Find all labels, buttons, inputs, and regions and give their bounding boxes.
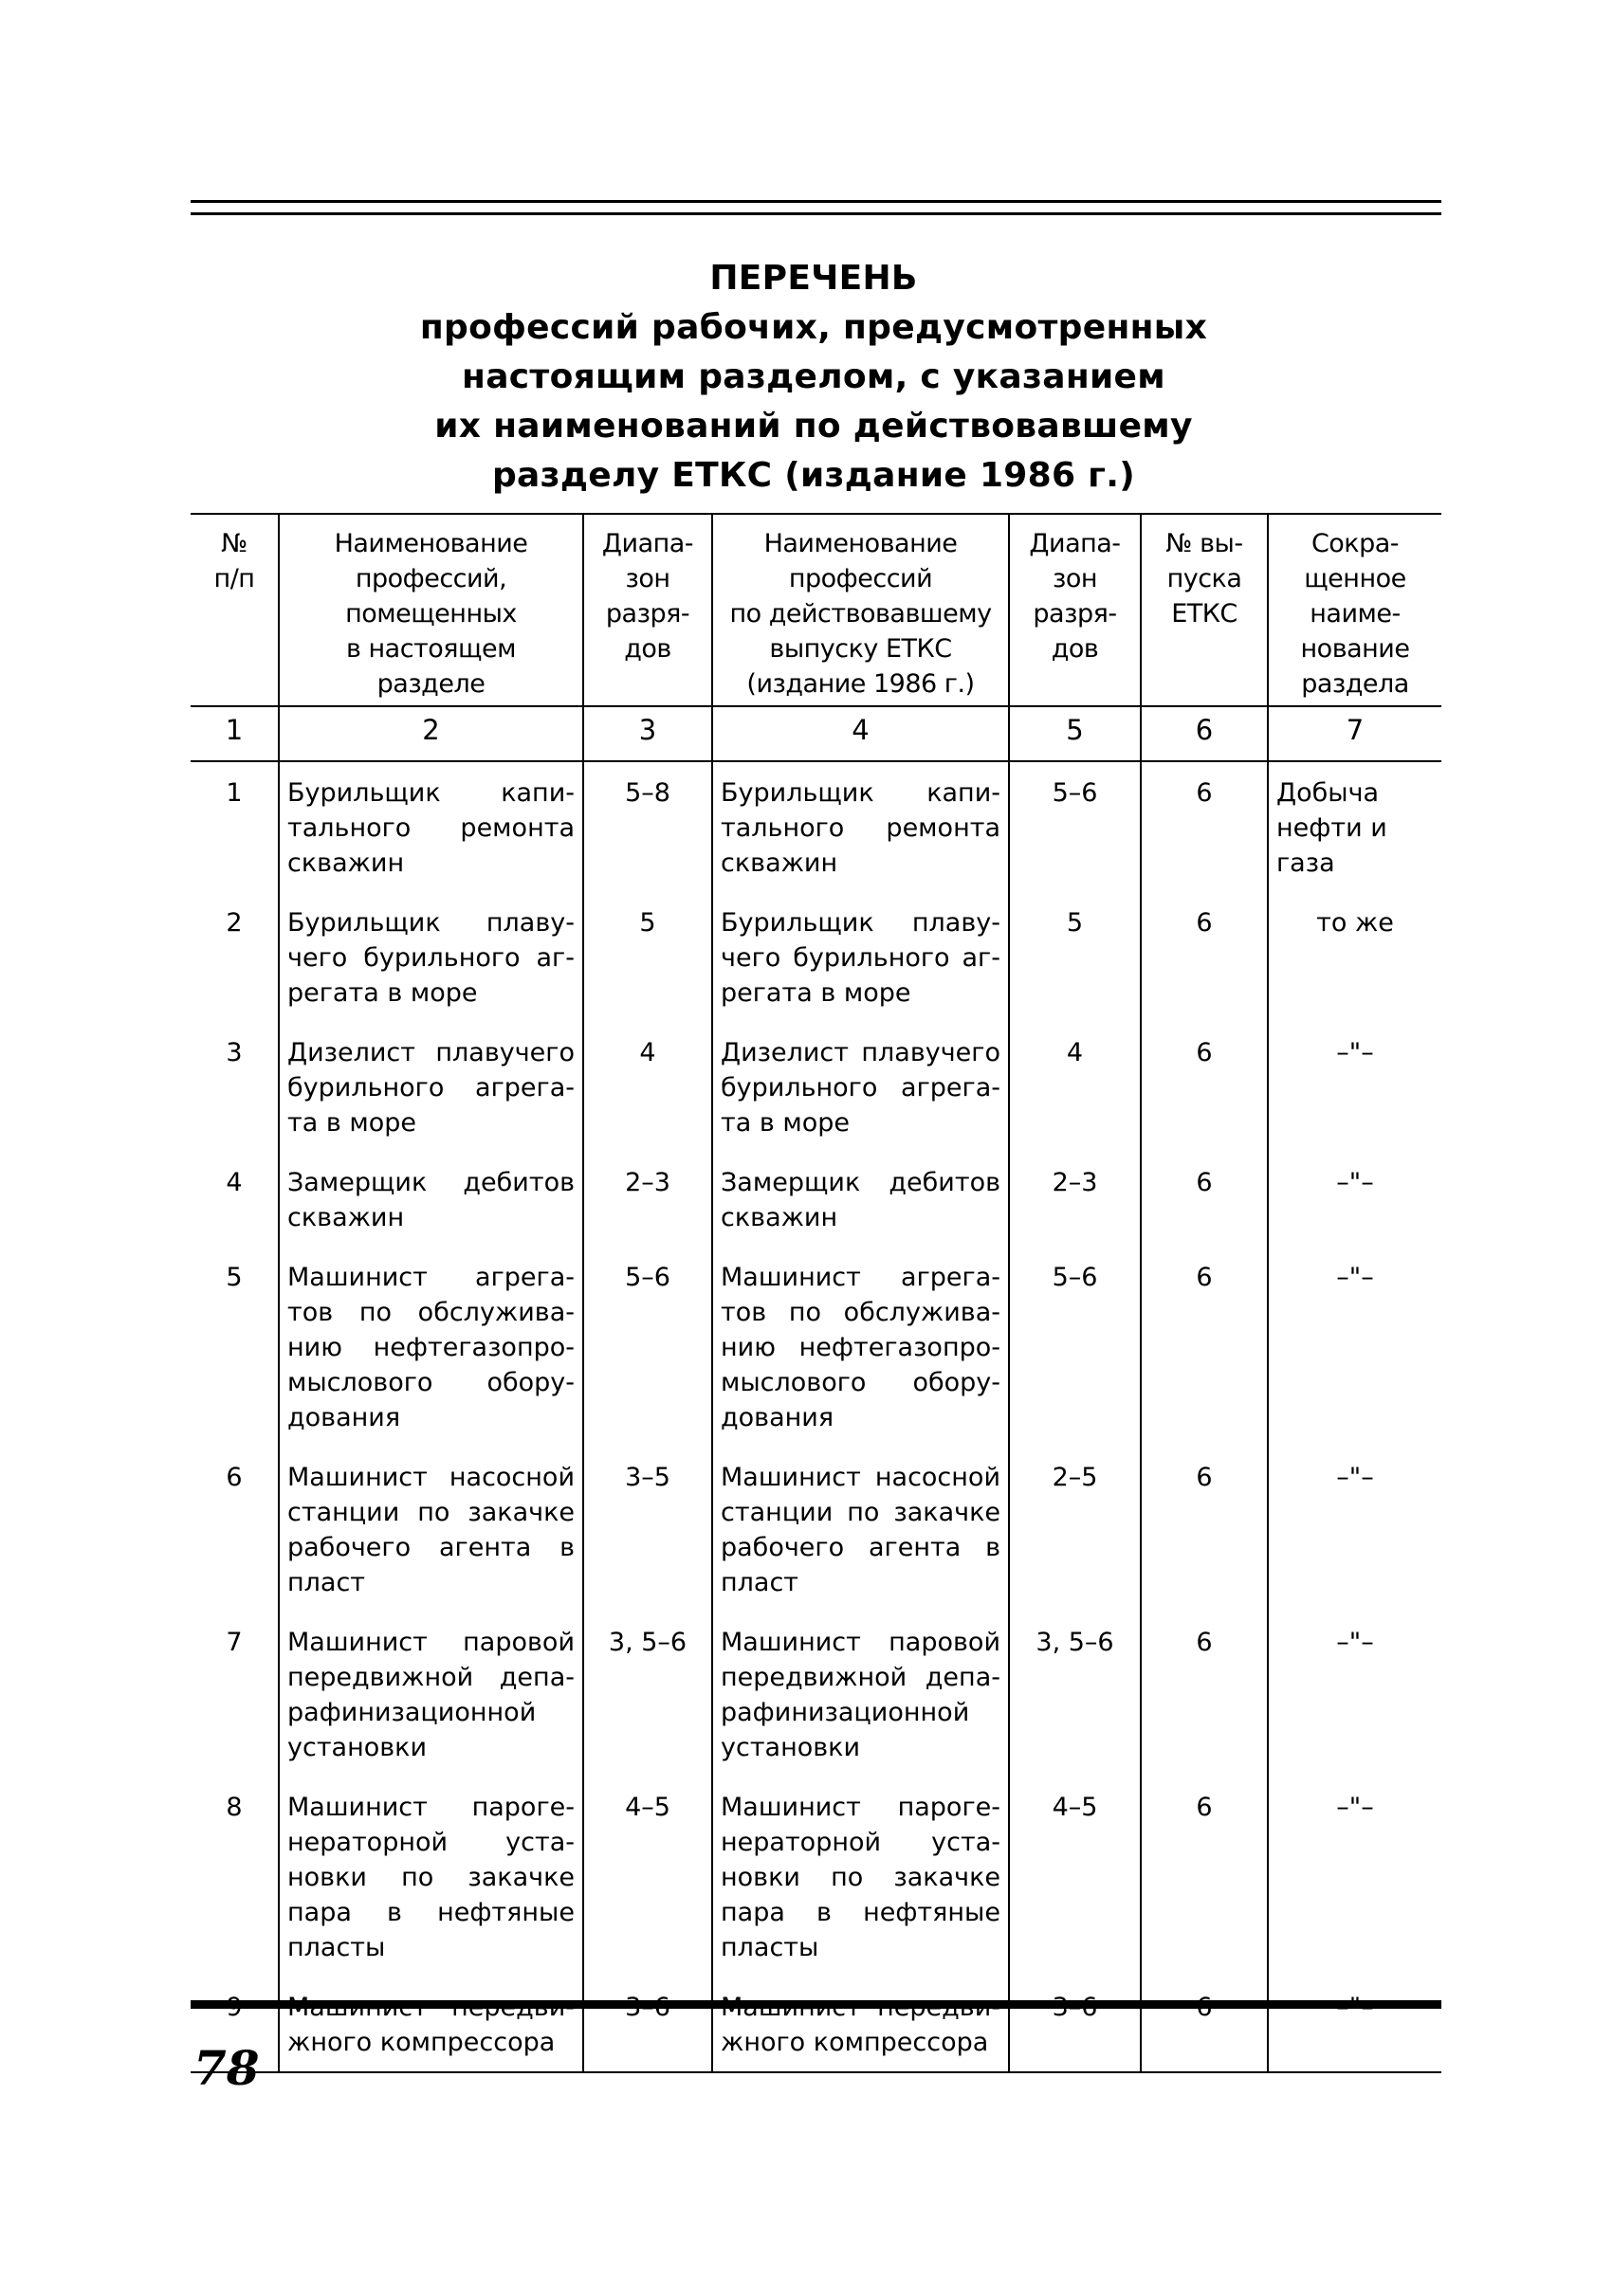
cell-line: жного компрессора	[287, 2028, 556, 2057]
profession-name	[279, 1447, 583, 1612]
cell-line: бурильного агрега-	[287, 1073, 575, 1102]
cell-line: Машинист паровой	[287, 1628, 575, 1657]
header-line: профессий,	[355, 564, 507, 593]
cell-line: Бурильщик плаву-	[287, 908, 575, 938]
old-profession-name	[712, 1447, 1009, 1612]
cell-line: нию нефтегазопро-	[721, 1333, 1000, 1362]
profession-name	[279, 1612, 583, 1777]
header-line: зон	[625, 564, 670, 593]
cell-line: регата в море	[721, 978, 911, 1008]
header-line: по действовавшему	[729, 599, 992, 629]
header-line: (издание 1986 г.)	[746, 669, 975, 699]
title-line: разделу ЕТКС (издание 1986 г.)	[491, 456, 1136, 495]
cell-line: рабочего агента в	[721, 1533, 1000, 1562]
header-line: Наименование	[763, 529, 958, 558]
cell-line: пара в нефтяные	[287, 1898, 575, 1927]
column-numbers-row	[191, 706, 1441, 761]
cell-line: скважин	[287, 1203, 405, 1232]
table-row	[191, 1612, 1441, 1777]
old-profession-name	[712, 1247, 1009, 1447]
grade-range: 2–3	[583, 1152, 712, 1247]
cell-line: та в море	[721, 1108, 850, 1138]
cell-line: нию нефтегазопро-	[287, 1333, 575, 1362]
cell-line: Машинист агрега-	[287, 1263, 575, 1292]
cell-line: пласты	[721, 1933, 819, 1962]
header-cell	[583, 514, 712, 706]
old-grade-range: 5–6	[1009, 761, 1141, 892]
cell-line: Дизелист плавучего	[287, 1038, 575, 1067]
cell-line: бурильного агрега-	[721, 1073, 1000, 1102]
table-row	[191, 892, 1441, 1022]
row-number: 1	[226, 778, 243, 808]
old-grade-range: 4–5	[1009, 1777, 1141, 1977]
column-number: 3	[583, 706, 712, 761]
cell-line: чего бурильного аг-	[721, 943, 1000, 973]
grade-range: 3–5	[583, 1447, 712, 1612]
header-row	[191, 514, 1441, 706]
cell-line: Машинист паровой	[721, 1628, 1000, 1657]
cell-line: чего бурильного аг-	[287, 943, 575, 973]
cell-line: Машинист пароге-	[287, 1793, 575, 1822]
old-profession-name	[712, 1152, 1009, 1247]
cell-line: дования	[721, 1403, 834, 1432]
top-rule-2	[191, 212, 1441, 215]
cell-line: тов по обслужива-	[721, 1298, 1000, 1327]
cell-line: установки	[721, 1733, 861, 1762]
header-line: дов	[624, 634, 671, 664]
row-number: 4	[226, 1168, 243, 1197]
cell-line: скважин	[721, 1203, 838, 1232]
cell-line: станции по закачке	[287, 1498, 575, 1527]
old-profession-name	[712, 761, 1009, 892]
cell-line: дования	[287, 1403, 401, 1432]
section-name	[1268, 1977, 1441, 2072]
cell-line: –"–	[1336, 1628, 1374, 1657]
header-line: выпуску ЕТКС	[769, 634, 952, 664]
cell-line: тального ремонта	[721, 813, 1000, 843]
profession-name	[279, 1152, 583, 1247]
row-number: 7	[226, 1628, 243, 1657]
cell-line: пласты	[287, 1933, 386, 1962]
old-grade-range: 5–6	[1009, 1247, 1141, 1447]
cell-line: Бурильщик плаву-	[721, 908, 1000, 938]
section-name	[1268, 1247, 1441, 1447]
page-number: 78	[193, 2040, 260, 2096]
cell-line: мыслового обору-	[721, 1368, 1000, 1397]
header-line: зон	[1052, 564, 1098, 593]
header-line: п/п	[213, 564, 255, 593]
grade-range: 5–8	[583, 761, 712, 892]
etks-issue: 6	[1141, 1152, 1268, 1247]
profession-name	[279, 1022, 583, 1152]
cell-line: Добыча	[1276, 778, 1380, 808]
old-profession-name	[712, 892, 1009, 1022]
table-row	[191, 1247, 1441, 1447]
cell-line: новки по закачке	[721, 1863, 1000, 1892]
cell-line: пара в нефтяные	[721, 1898, 1000, 1927]
section-name	[1268, 1612, 1441, 1777]
old-profession-name	[712, 1022, 1009, 1152]
cell-line: мыслового обору-	[287, 1368, 575, 1397]
cell-line: нераторной уста-	[287, 1828, 575, 1857]
cell-line: –"–	[1336, 1168, 1374, 1197]
cell-line: передвижной депа-	[721, 1663, 1000, 1692]
header-cell	[191, 514, 279, 706]
section-name	[1268, 1447, 1441, 1612]
top-rule-1	[191, 200, 1441, 203]
header-line: профессий	[788, 564, 933, 593]
etks-issue	[1141, 1977, 1268, 2072]
grade-range: 5	[583, 892, 712, 1022]
header-line: в настоящем	[346, 634, 516, 664]
table-row	[191, 1977, 1441, 2072]
old-profession-name	[712, 1612, 1009, 1777]
old-grade-range: 3, 5–6	[1009, 1612, 1141, 1777]
cell-line: тов по обслужива-	[287, 1298, 575, 1327]
cell-line: Замерщик дебитов	[721, 1168, 1000, 1197]
cell-line: новки по закачке	[287, 1863, 575, 1892]
column-number: 5	[1009, 706, 1141, 761]
section-name	[1268, 1152, 1441, 1247]
cell-line: жного компрессора	[721, 2028, 989, 2057]
row-number: 2	[226, 908, 243, 938]
header-line: № вы-	[1165, 529, 1243, 558]
old-grade-range: 5	[1009, 892, 1141, 1022]
row-number: 6	[226, 1463, 243, 1492]
header-line: дов	[1051, 634, 1099, 664]
header-line: наиме-	[1310, 599, 1401, 629]
profession-name	[279, 1247, 583, 1447]
cell-line: скважин	[287, 848, 405, 878]
old-grade-range: 4	[1009, 1022, 1141, 1152]
cell-line: скважин	[721, 848, 838, 878]
section-name	[1268, 892, 1441, 1022]
cell-line: то же	[1316, 908, 1394, 938]
column-number: 7	[1268, 706, 1441, 761]
cell-line: Бурильщик капи-	[721, 778, 1000, 808]
old-grade-range: 2–5	[1009, 1447, 1141, 1612]
cell-line: Машинист пароге-	[721, 1793, 1000, 1822]
table-row	[191, 1447, 1441, 1612]
page-title	[0, 254, 1613, 501]
header-cell	[1268, 514, 1441, 706]
column-number: 1	[191, 706, 279, 761]
cell-line: пласт	[287, 1568, 366, 1597]
title-line: настоящим разделом, с указанием	[462, 357, 1165, 396]
etks-issue: 6	[1141, 761, 1268, 892]
cell-line: нефти и	[1276, 813, 1387, 843]
header-line: Диапа-	[601, 529, 694, 558]
grade-range: 4	[583, 1022, 712, 1152]
cell-line: Замерщик дебитов	[287, 1168, 575, 1197]
table-row	[191, 1152, 1441, 1247]
cell-line: газа	[1276, 848, 1335, 878]
profession-name	[279, 1777, 583, 1977]
table-row	[191, 1777, 1441, 1977]
row-number: 8	[226, 1793, 243, 1822]
cell-line: рафинизационной	[721, 1698, 970, 1727]
header-cell	[1141, 514, 1268, 706]
table-row	[191, 761, 1441, 892]
cell-line: рафинизационной	[287, 1698, 537, 1727]
etks-issue: 6	[1141, 1447, 1268, 1612]
section-name	[1268, 1022, 1441, 1152]
cell-line: установки	[287, 1733, 428, 1762]
cell-line: регата в море	[287, 978, 478, 1008]
cell-line: передвижной депа-	[287, 1663, 575, 1692]
grade-range: 4–5	[583, 1777, 712, 1977]
header-line: ЕТКС	[1171, 599, 1237, 629]
profession-name	[279, 761, 583, 892]
etks-issue: 6	[1141, 1247, 1268, 1447]
cell-line: Бурильщик капи-	[287, 778, 575, 808]
etks-issue: 6	[1141, 1777, 1268, 1977]
bottom-rule	[191, 2000, 1441, 2009]
cell-line: та в море	[287, 1108, 416, 1138]
cell-line: Машинист агрега-	[721, 1263, 1000, 1292]
grade-range: 5–6	[583, 1247, 712, 1447]
header-line: раздела	[1301, 669, 1409, 699]
etks-issue: 6	[1141, 892, 1268, 1022]
section-name	[1268, 1777, 1441, 1977]
old-profession-name	[712, 1977, 1009, 2072]
row-number: 5	[226, 1263, 243, 1292]
cell-line: Машинист насосной	[721, 1463, 1000, 1492]
section-name	[1268, 761, 1441, 892]
etks-issue: 6	[1141, 1612, 1268, 1777]
header-line: разря-	[1033, 599, 1117, 629]
header-cell	[712, 514, 1009, 706]
header-line: Сокра-	[1311, 529, 1400, 558]
title-line: их наименований по действовавшему	[434, 407, 1193, 446]
grade-range	[583, 1977, 712, 2072]
professions-table	[191, 513, 1441, 2073]
old-profession-name	[712, 1777, 1009, 1977]
cell-line: –"–	[1336, 1263, 1374, 1292]
header-line: Наименование	[334, 529, 528, 558]
header-cell	[1009, 514, 1141, 706]
header-line: щенное	[1304, 564, 1406, 593]
cell-line: –"–	[1336, 1463, 1374, 1492]
cell-line: пласт	[721, 1568, 799, 1597]
cell-line: нераторной уста-	[721, 1828, 1000, 1857]
header-line: разря-	[605, 599, 690, 629]
cell-line: –"–	[1336, 1793, 1374, 1822]
cell-line: Дизелист плавучего	[721, 1038, 1000, 1067]
row-number: 3	[226, 1038, 243, 1067]
cell-line: рабочего агента в	[287, 1533, 575, 1562]
header-line: Диапа-	[1029, 529, 1121, 558]
profession-name	[279, 1977, 583, 2072]
old-grade-range: 2–3	[1009, 1152, 1141, 1247]
header-line: разделе	[376, 669, 486, 699]
header-cell	[279, 514, 583, 706]
profession-name	[279, 892, 583, 1022]
cell-line: тального ремонта	[287, 813, 575, 843]
table-row	[191, 1022, 1441, 1152]
grade-range: 3, 5–6	[583, 1612, 712, 1777]
etks-issue: 6	[1141, 1022, 1268, 1152]
header-line: помещенных	[345, 599, 517, 629]
cell-line: –"–	[1336, 1038, 1374, 1067]
column-number: 4	[712, 706, 1009, 761]
old-grade-range	[1009, 1977, 1141, 2072]
header-line: №	[221, 529, 247, 558]
column-number: 6	[1141, 706, 1268, 761]
title-line: профессий рабочих, предусмотренных	[419, 308, 1208, 347]
cell-line: станции по закачке	[721, 1498, 1000, 1527]
header-line: пуска	[1166, 564, 1242, 593]
column-number: 2	[279, 706, 583, 761]
cell-line: Машинист насосной	[287, 1463, 575, 1492]
header-line: нование	[1300, 634, 1410, 664]
title-line: ПЕРЕЧЕНЬ	[709, 259, 918, 298]
